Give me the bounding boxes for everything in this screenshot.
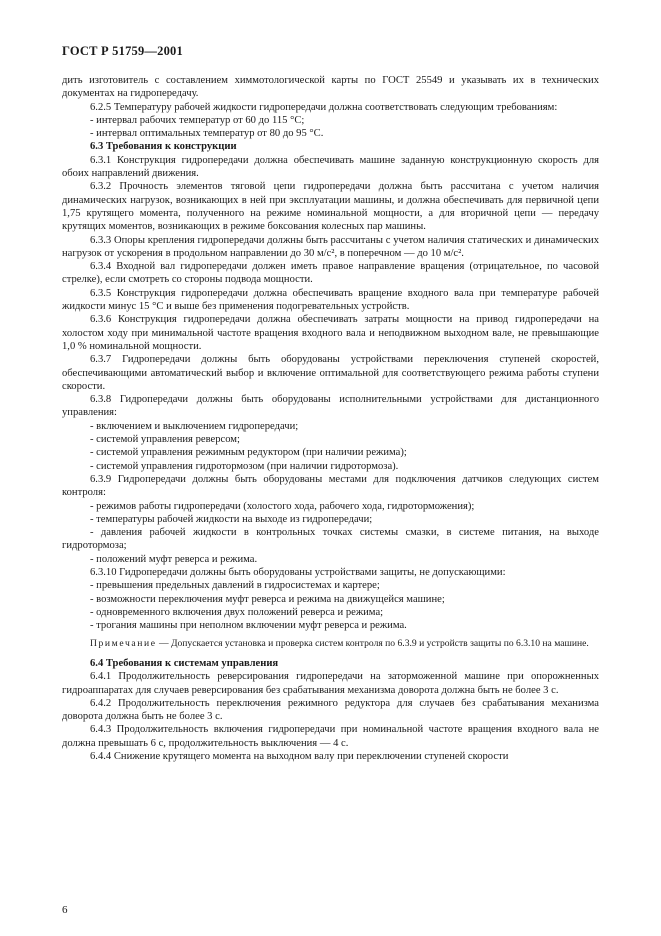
paragraph: 6.3.2 Прочность элементов тяговой цепи гидропередачи должна быть рассчитана с учетом наличия динамических нагрузок, возникающих в ней при эксплуатации машины, и должна обеспечивать для первичной цепи 1,75 крутящего момента, полученного на режиме номинальной мощности, а для вторичной цепи — передачу крутящих моментов, возникающих в режиме боксования колесных пар машины. <box>62 181 599 233</box>
paragraph: 6.2.5 Температуру рабочей жидкости гидропередачи должна соответствовать следующим требованиям: <box>90 101 558 113</box>
paragraph: 6.3.5 Конструкция гидропередачи должна обеспечивать вращение входного вала при температуре рабочей жидкости минус 15 °С и выше без применения подогревательных устройств. <box>62 287 599 313</box>
paragraph: дить изготовитель с составлением химмотологической карты по ГОСТ 25549 и указывать их в технических документах на гидропередачу. <box>62 75 599 100</box>
paragraph: 6.3.7 Гидропередачи должны быть оборудованы устройствами переключения ступеней скоростей, обеспечивающими автоматический выбор и включение оптимальной для соответствующего режима работы ступени скорости. <box>62 354 599 392</box>
section-6-2-6-3 <box>62 74 599 632</box>
section-6-4 <box>62 657 599 763</box>
paragraph: 6.3.9 Гидропередачи должны быть оборудованы местами для подключения датчиков следующих систем контроля: <box>62 473 599 499</box>
paragraph: - давления рабочей жидкости в контрольных точках системы смазки, в системе питания, на выходе гидротормоза; <box>62 527 599 552</box>
paragraph: 6.3.4 Входной вал гидропередачи должен иметь правое направление вращения (отрицательное, по часовой стрелке), если смотреть со стороны подвода мощности. <box>62 261 599 286</box>
paragraph: - положений муфт реверса и режима. <box>90 553 258 565</box>
section-heading: 6.3 Требования к конструкции <box>90 141 237 153</box>
paragraph: - системой управления режимным редуктором (при наличии режима); <box>90 447 407 459</box>
paragraph: - возможности переключения муфт реверса и режима на движущейся машине; <box>90 593 445 605</box>
paragraph: 6.3.3 Опоры крепления гидропередачи должны быть рассчитаны с учетом наличия статических и динамических нагрузок от ускорения в продольном направлении до 30 м/с², в поперечном — до 10 м/с². <box>62 234 599 259</box>
section-heading: 6.4 Требования к системам управления <box>90 657 279 669</box>
document-body <box>62 74 599 763</box>
paragraph: 6.3.10 Гидропередачи должны быть оборудованы устройствами защиты, не допускающими: <box>90 566 506 578</box>
paragraph: - превышения предельных давлений в гидросистемах и картере; <box>90 580 380 592</box>
paragraph: - включением и выключением гидропередачи; <box>90 420 299 432</box>
paragraph: 6.4.1 Продолжительность реверсирования гидропередачи на заторможенной машине при опорожненных гидроаппаратах для случаев реверсирования без срабатывания механизма доворота должна быть не более 3 с. <box>62 671 599 696</box>
standard-header: ГОСТ Р 51759—2001 <box>62 44 183 58</box>
paragraph: 6.3.8 Гидропередачи должны быть оборудованы исполнительными устройствами для дистанционного управления: <box>62 394 599 419</box>
paragraph: - интервал рабочих температур от 60 до 115 °С; <box>90 114 305 126</box>
paragraph: 6.3.1 Конструкция гидропередачи должна обеспечивать машине заданную конструкционную скорость для обоих направлений движения. <box>62 154 599 180</box>
paragraph: - одновременного включения двух положений реверса и режима; <box>90 606 384 618</box>
paragraph: - трогания машины при неполном включении муфт реверса и режима. <box>90 620 407 632</box>
paragraph: - температуры рабочей жидкости на выходе из гидропередачи; <box>90 513 373 525</box>
note-paragraph <box>62 638 599 651</box>
note-label: Примечание <box>90 638 157 650</box>
paragraph: 6.4.2 Продолжительность переключения режимного редуктора для случаев без срабатывания механизма доворота должна быть не более 3 с. <box>62 697 599 723</box>
paragraph: - интервал оптимальных температур от 80 до 95 °С. <box>90 128 324 140</box>
page-number: 6 <box>62 904 68 916</box>
paragraph: - режимов работы гидропередачи (холостого хода, рабочего хода, гидроторможения); <box>90 500 475 512</box>
note-text: — Допускается установка и проверка систем контроля по 6.3.9 и устройств защиты по 6.3.10 на машине. <box>156 638 589 650</box>
paragraph: 6.4.4 Снижение крутящего момента на выходном валу при переключении ступеней скорости <box>90 751 509 763</box>
paragraph: - системой управления реверсом; <box>90 434 240 446</box>
paragraph: - системой управления гидротормозом (при наличии гидротормоза). <box>90 460 399 472</box>
paragraph: 6.3.6 Конструкция гидропередачи должна обеспечивать затраты мощности на привод гидропередачи на холостом ходу при минимальной частоте вращения входного вала и неподвижном выходном вале, не превышающие 1,0 % номинальной мощности. <box>62 314 599 352</box>
paragraph: 6.4.3 Продолжительность включения гидропередачи при номинальной частоте вращения входного вала не должна превышать 6 с, продолжительность выключения — 4 с. <box>62 724 599 749</box>
